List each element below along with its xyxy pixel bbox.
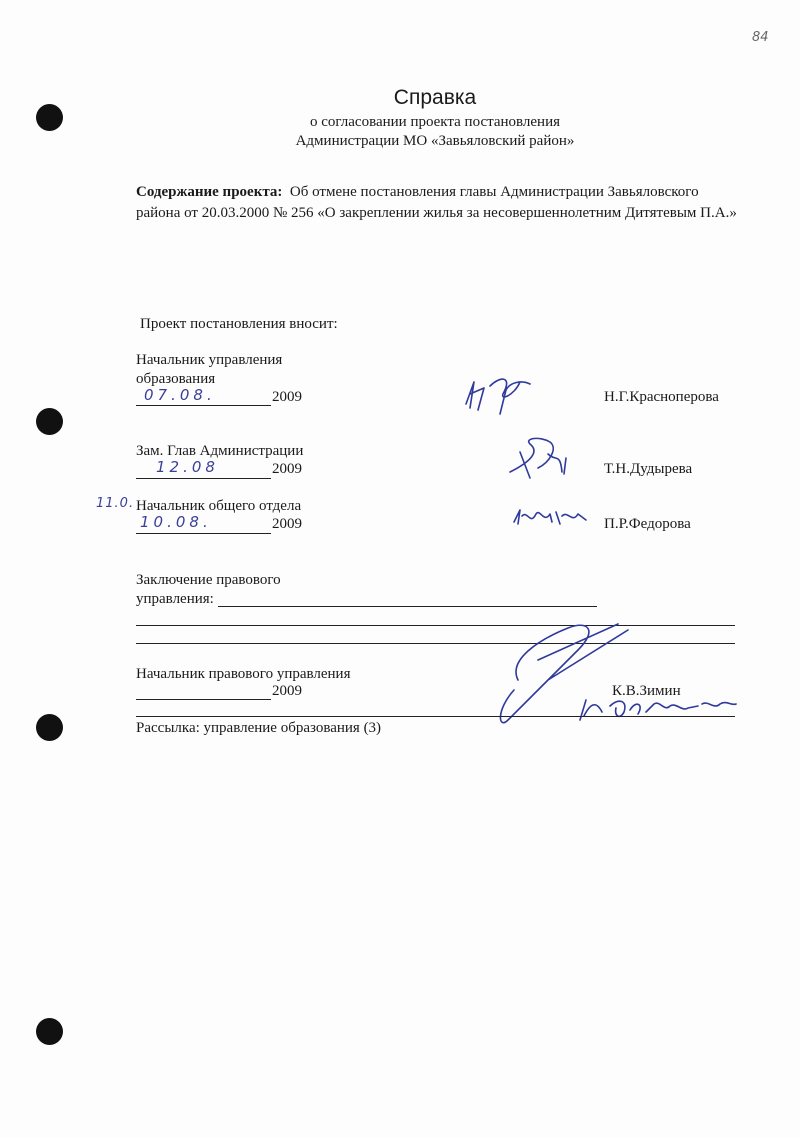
date-line	[136, 478, 271, 479]
signature-4	[478, 620, 748, 730]
content-label: Содержание проекта:	[136, 184, 283, 200]
legal-line	[218, 606, 597, 607]
punch-hole	[36, 714, 63, 741]
approval-2-year: 2009	[272, 461, 302, 477]
approval-3-margin-note: 11.0.	[96, 496, 135, 511]
legal-head-year: 2009	[272, 683, 302, 699]
date-line	[136, 405, 271, 406]
subtitle-line-2: Администрации МО «Завьяловский район»	[295, 133, 575, 149]
signature-2	[500, 432, 590, 492]
approval-1-title-2: образования	[136, 371, 216, 387]
signature-1	[460, 374, 550, 434]
project-content	[136, 182, 741, 224]
approval-1-date: 07.08.	[144, 386, 216, 404]
approval-3-date: 10.08.	[140, 513, 212, 531]
approval-2-name: Т.Н.Дудырева	[604, 461, 693, 477]
page-number: 84	[752, 30, 769, 45]
distribution-line	[136, 716, 735, 717]
submitter-label: Проект постановления вносит:	[140, 316, 338, 332]
date-line	[136, 533, 271, 534]
approval-1-year: 2009	[272, 389, 302, 405]
date-line	[136, 699, 271, 700]
content-text: Об отмене постановления главы Администрации Завьяловского района от 20.03.2000 № 256 «О закреплении жилья за несовершеннолетним Дитятевым П.А.»	[136, 184, 737, 221]
approval-3-name: П.Р.Федорова	[604, 516, 691, 532]
document-title: Справка	[393, 86, 477, 109]
approval-2-title: Зам. Глав Администрации	[136, 443, 304, 459]
legal-head-name: К.В.Зимин	[612, 683, 681, 699]
approval-3-title: Начальник общего отдела	[136, 498, 302, 514]
approval-3-year: 2009	[272, 516, 302, 532]
punch-hole	[36, 1018, 63, 1045]
subtitle-line-1: о согласовании проекта постановления	[309, 114, 561, 130]
distribution-text: Рассылка: управление образования (3)	[136, 720, 382, 736]
signature-3	[508, 500, 598, 540]
approval-1-title: Начальник управления	[136, 352, 283, 368]
legal-head-title: Начальник правового управления	[136, 666, 351, 682]
legal-label-2: управления:	[136, 591, 214, 607]
punch-hole	[36, 408, 63, 435]
approval-1-name: Н.Г.Красноперова	[604, 389, 719, 405]
approval-2-date: 12.08	[156, 458, 219, 476]
legal-label-1: Заключение правового	[136, 572, 281, 588]
